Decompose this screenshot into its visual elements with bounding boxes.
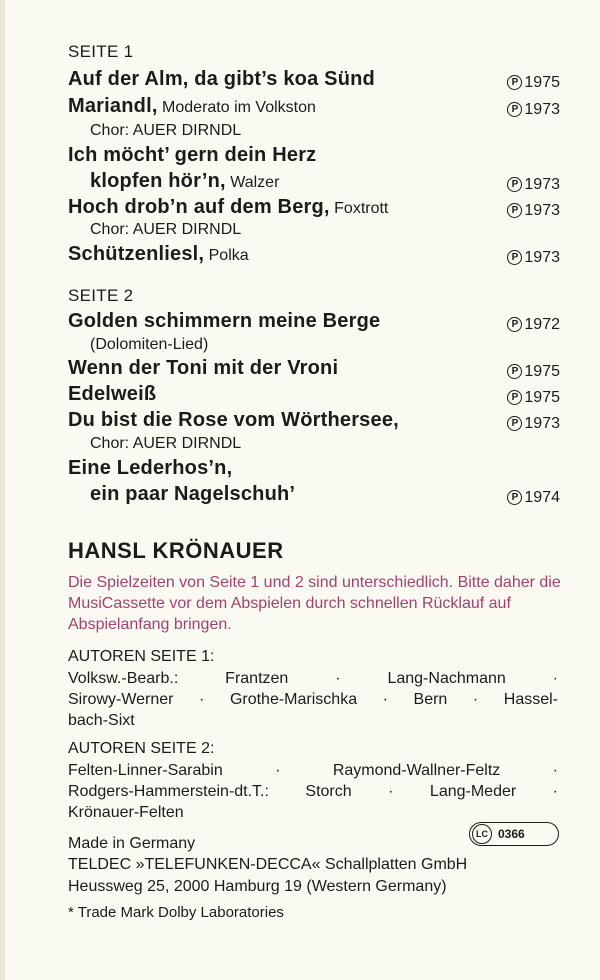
track-title: ein paar Nagelschuh’ xyxy=(90,483,296,505)
track-title: Du bist die Rose vom Wörthersee, xyxy=(68,409,399,431)
authors1-line: bach-Sixt xyxy=(68,712,135,729)
side1-heading: SEITE 1 xyxy=(68,42,134,61)
track-year: P 1972 xyxy=(507,316,560,334)
side2-track-5-cont xyxy=(90,483,560,507)
side2-track-note: (Dolomiten-Lied) xyxy=(90,336,209,353)
track-title: Auf der Alm, da gibt’s koa Sünd xyxy=(68,68,375,90)
label-address: Heussweg 25, 2000 Hamburg 19 (Western Germany) xyxy=(68,878,447,895)
authors1-heading: AUTOREN SEITE 1: xyxy=(68,648,215,665)
side2-track-1 xyxy=(68,310,560,334)
phonogram-icon: P xyxy=(507,390,522,405)
phonogram-icon: P xyxy=(507,416,522,431)
phonogram-icon: P xyxy=(507,203,522,218)
phonogram-icon: P xyxy=(507,75,522,90)
phonogram-icon: P xyxy=(507,364,522,379)
track-year: P 1973 xyxy=(507,249,560,267)
side1-track-1 xyxy=(68,68,560,92)
authors1-line: Sirowy-Werner · Grothe-Marischka · Bern · Hassel- xyxy=(68,691,558,708)
track-year: P 1974 xyxy=(507,489,560,507)
trademark-note: * Trade Mark Dolby Laboratories xyxy=(68,904,284,921)
track-year: P 1973 xyxy=(507,176,560,194)
phonogram-icon: P xyxy=(507,490,522,505)
side2-track-4 xyxy=(68,409,560,433)
authors2-line: Rodgers-Hammerstein-dt.T.: Storch · Lang-Meder · xyxy=(68,783,558,800)
phonogram-icon: P xyxy=(507,177,522,192)
label-code: 0366 xyxy=(498,827,525,841)
made-in-germany: Made in Germany xyxy=(68,835,196,852)
track-year: P 1973 xyxy=(507,101,560,119)
phonogram-icon: P xyxy=(507,250,522,265)
inlay-left-edge xyxy=(0,0,5,980)
side2-track-5 xyxy=(68,457,560,480)
authors2-line: Krönauer-Felten xyxy=(68,804,184,821)
phonogram-icon: P xyxy=(507,102,522,117)
track-title: Golden schimmern meine Berge xyxy=(68,310,381,332)
authors1-line: Volksw.-Bearb.: Frantzen · Lang-Nachmann · xyxy=(68,670,558,687)
authors2-heading: AUTOREN SEITE 2: xyxy=(68,740,215,757)
playback-notice: Die Spielzeiten von Seite 1 und 2 sind unterschiedlich. Bitte daher die MusiCassette vor dem Abspielen durch schnellen Rücklauf auf Abspielanfang bringen. xyxy=(68,574,561,633)
artist-name: HANSL KRÖNAUER xyxy=(68,538,284,563)
track-year: P 1975 xyxy=(507,389,560,407)
track-year: P 1973 xyxy=(507,415,560,433)
track-year: P 1973 xyxy=(507,202,560,220)
side1-track-3-cont xyxy=(90,170,560,194)
side1-track-3 xyxy=(68,144,560,167)
phonogram-icon: P xyxy=(507,317,522,332)
track-title: Eine Lederhos’n, xyxy=(68,457,233,479)
track-year: P 1975 xyxy=(507,74,560,92)
side2-chorus: Chor: AUER DIRNDL xyxy=(90,435,242,452)
side1-track-2 xyxy=(68,95,560,119)
side2-heading: SEITE 2 xyxy=(68,286,134,305)
side1-track-5 xyxy=(68,243,560,267)
track-title: Ich möcht’ gern dein Herz xyxy=(68,144,317,166)
side2-track-3 xyxy=(68,383,560,407)
track-title: Edelweiß xyxy=(68,383,157,405)
track-title: Mariandl, Moderato im Volkston xyxy=(68,95,316,117)
side1-chorus-1: Chor: AUER DIRNDL xyxy=(90,122,242,139)
track-title: Hoch drob’n auf dem Berg, Foxtrott xyxy=(68,196,389,218)
track-title: klopfen hör’n, Walzer xyxy=(90,170,280,192)
label-company: TELDEC »TELEFUNKEN-DECCA« Schallplatten GmbH xyxy=(68,856,468,873)
label-code-badge xyxy=(469,822,559,846)
track-title: Wenn der Toni mit der Vroni xyxy=(68,357,339,379)
side2-track-2 xyxy=(68,357,560,381)
track-title: Schützenliesl, Polka xyxy=(68,243,249,265)
side1-chorus-2: Chor: AUER DIRNDL xyxy=(90,221,242,238)
authors2-line: Felten-Linner-Sarabin · Raymond-Wallner-Feltz · xyxy=(68,762,558,779)
lc-icon: LC xyxy=(472,824,492,844)
side1-track-4 xyxy=(68,196,560,220)
track-year: P 1975 xyxy=(507,363,560,381)
